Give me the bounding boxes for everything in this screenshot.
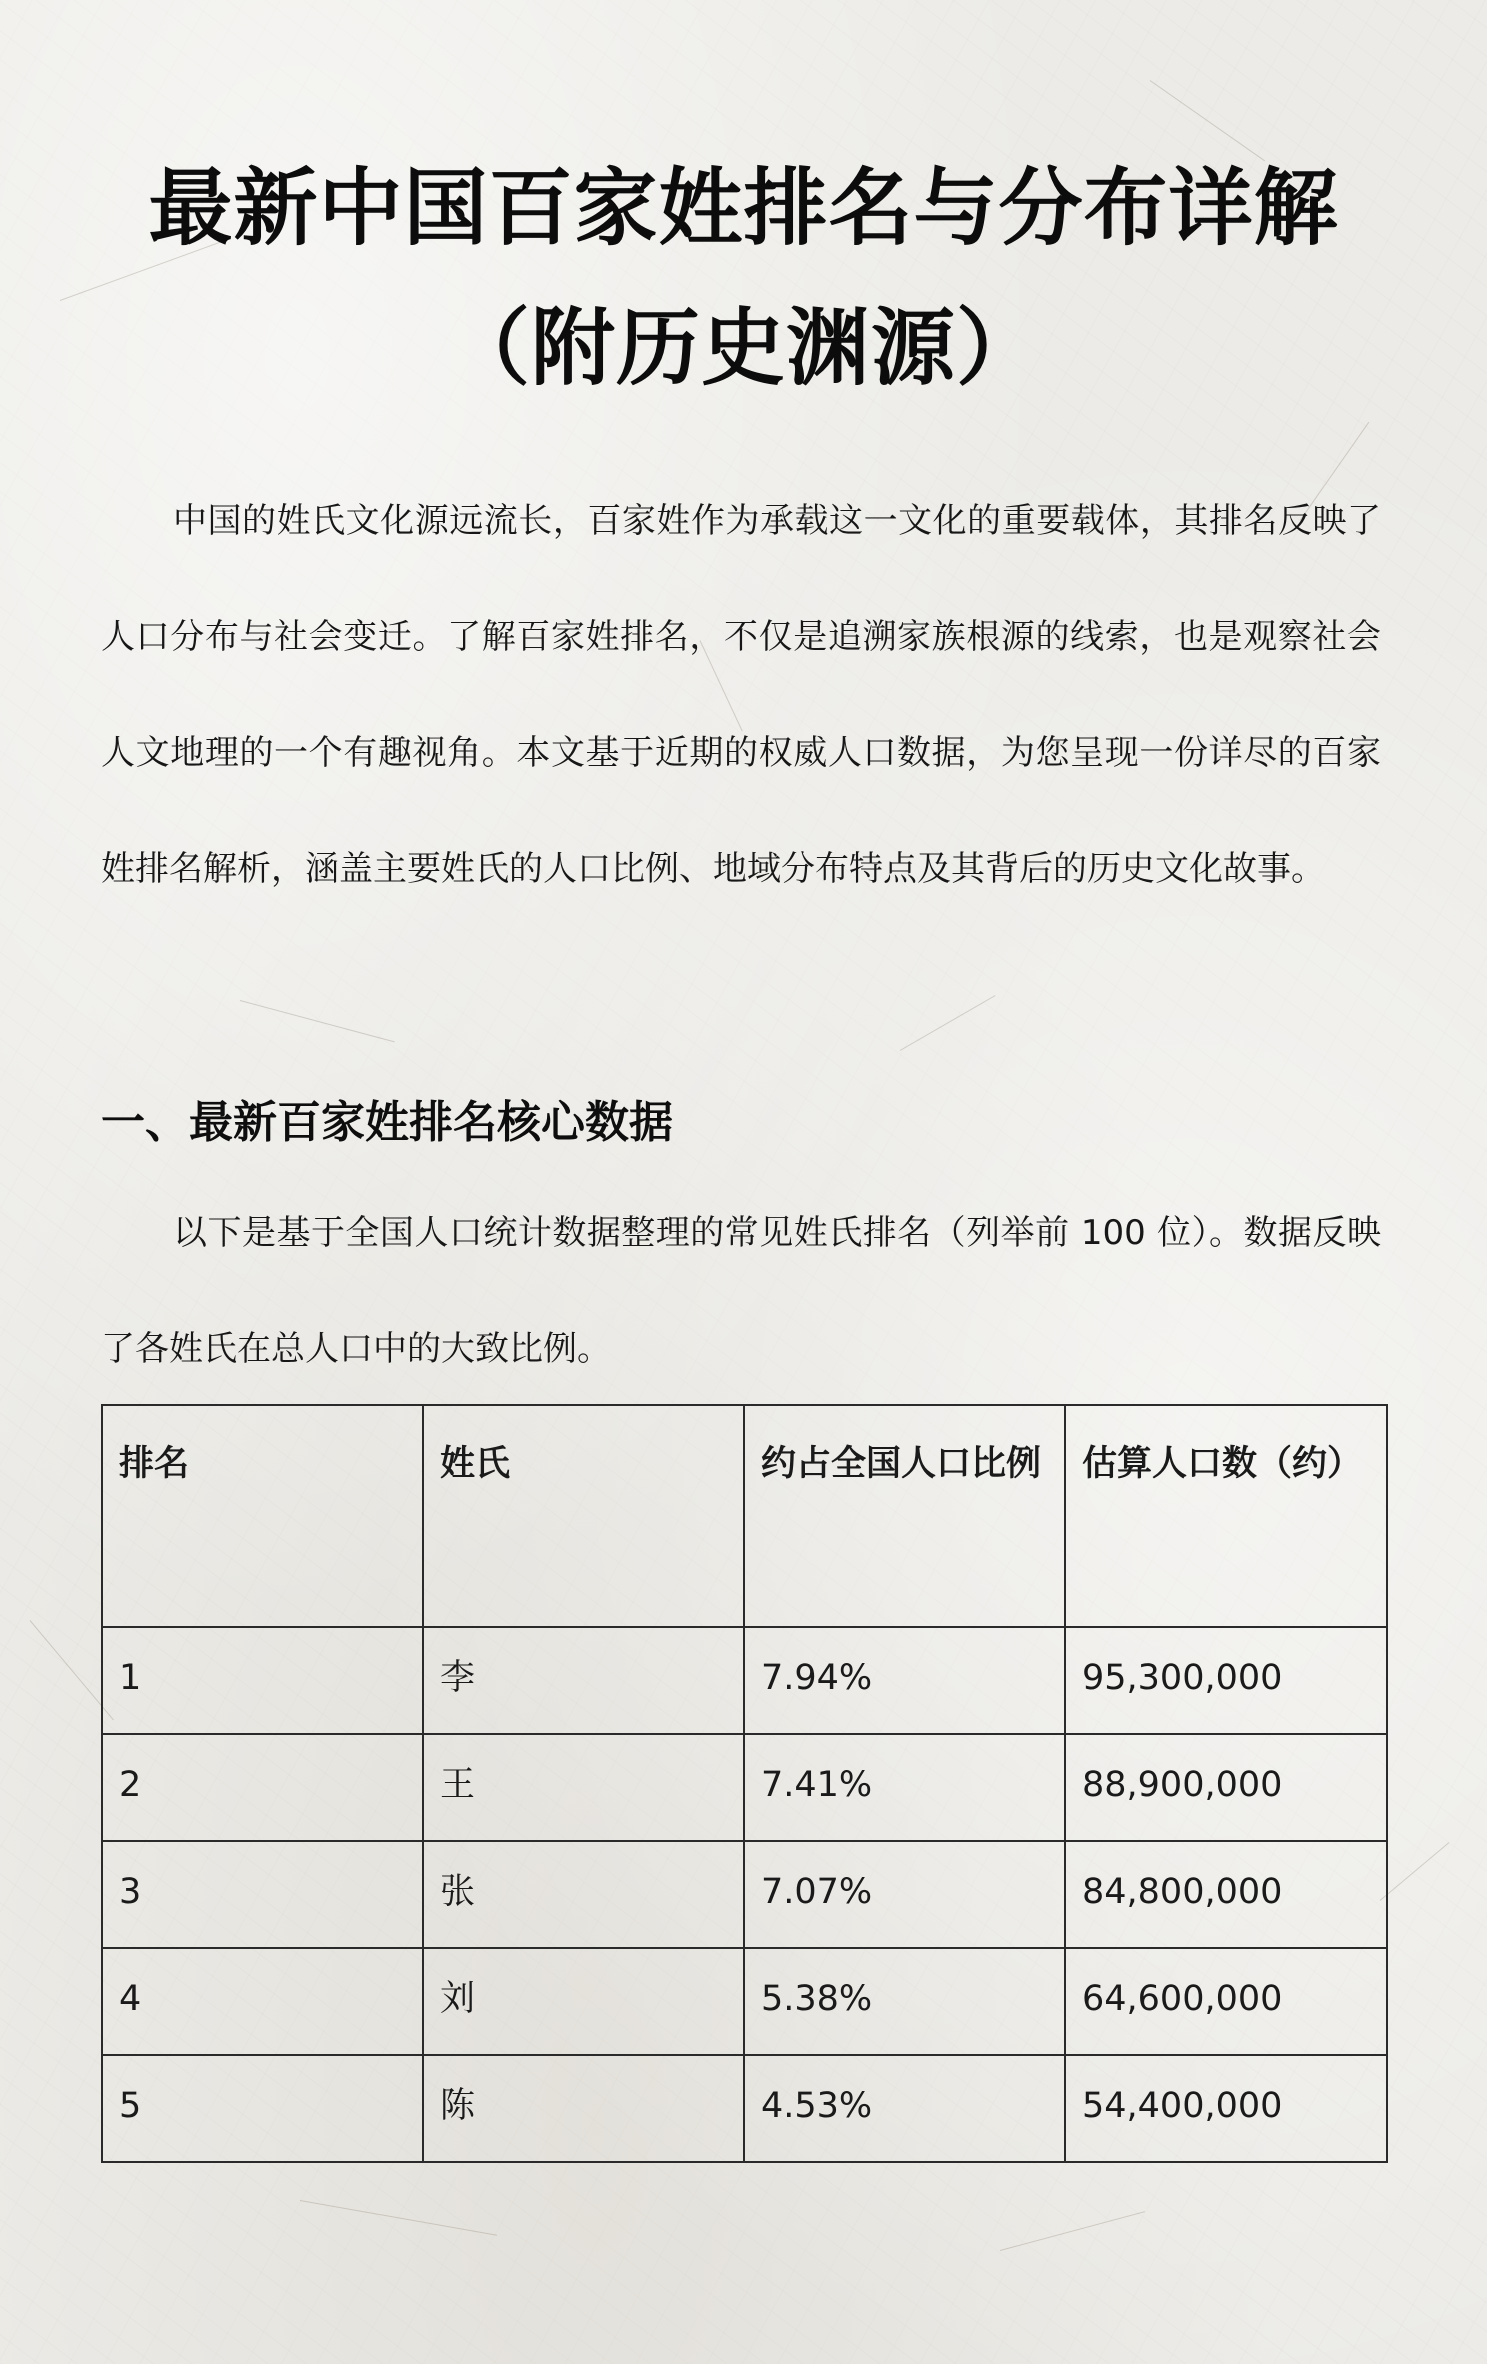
percentage-cell: 7.94%: [744, 1627, 1065, 1734]
section-heading: 一、最新百家姓排名核心数据: [101, 1097, 673, 1148]
percentage-cell: 5.38%: [744, 1948, 1065, 2055]
rank-cell: 4: [102, 1948, 423, 2055]
population-cell: 88,900,000: [1065, 1734, 1387, 1841]
population-cell: 84,800,000: [1065, 1841, 1387, 1948]
header-percentage: 约占全国人口比例: [744, 1405, 1065, 1627]
population-cell: 95,300,000: [1065, 1627, 1387, 1734]
header-rank: 排名: [102, 1405, 423, 1627]
table-row: [102, 1627, 1387, 1734]
rank-cell: 2: [102, 1734, 423, 1841]
rank-cell: 3: [102, 1841, 423, 1948]
percentage-cell: 4.53%: [744, 2055, 1065, 2162]
header-surname: 姓氏: [423, 1405, 744, 1627]
surname-cell: 刘: [423, 1948, 744, 2055]
population-cell: 54,400,000: [1065, 2055, 1387, 2162]
table-row: [102, 2055, 1387, 2162]
table-header-row: [102, 1405, 1387, 1627]
table-row: [102, 1734, 1387, 1841]
percentage-cell: 7.07%: [744, 1841, 1065, 1948]
article-title: 最新中国百家姓排名与分布详解（附历史渊源）: [148, 159, 1339, 397]
surname-ranking-table: [101, 1404, 1388, 2163]
table-row: [102, 1841, 1387, 1948]
table-intro-paragraph: 以下是基于全国人口统计数据整理的常见姓氏排名（列举前 100 位）。数据反映了各姓氏在总人口中的大致比例。: [101, 1213, 1381, 1369]
surname-cell: 陈: [423, 2055, 744, 2162]
surname-cell: 张: [423, 1841, 744, 1948]
rank-cell: 1: [102, 1627, 423, 1734]
percentage-cell: 7.41%: [744, 1734, 1065, 1841]
header-population: 估算人口数（约）: [1065, 1405, 1387, 1627]
intro-paragraph: 中国的姓氏文化源远流长，百家姓作为承载这一文化的重要载体，其排名反映了人口分布与社会变迁。了解百家姓排名，不仅是追溯家族根源的线索，也是观察社会人文地理的一个有趣视角。本文基于近期的权威人口数据，为您呈现一份详尽的百家姓排名解析，涵盖主要姓氏的人口比例、地域分布特点及其背后的历史文化故事。: [101, 501, 1381, 889]
surname-cell: 李: [423, 1627, 744, 1734]
rank-cell: 5: [102, 2055, 423, 2162]
table-row: [102, 1948, 1387, 2055]
surname-cell: 王: [423, 1734, 744, 1841]
population-cell: 64,600,000: [1065, 1948, 1387, 2055]
